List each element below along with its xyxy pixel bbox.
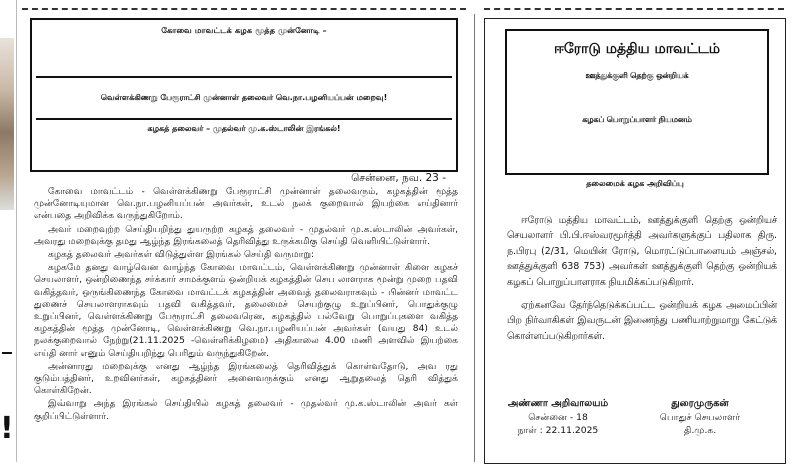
- article-paragraph: அன்னாரது மறைவுக்கு எனது ஆழ்ந்த இரங்கலைத் தெரிவித்துக் கொள்வதோடு, அவ ரது குடும்பத்தினர், உறவினர்கள், கழகத்தினர் அனைவருக்கும் எனது ஆறுதலைத் தெரி வித்துக் கொள்கிறேன்.: [34, 361, 458, 397]
- signature-signatory: [635, 397, 765, 438]
- kicker: கோவை மாவட்டக் கழக மூத்த முன்னோடி –: [161, 26, 327, 35]
- sub-headline: கழகத் தலைவர் – முதல்வர் மு.க.ஸ்டாலின் இரங்கல்!: [147, 124, 341, 133]
- notice-title-line-1: ஊத்துக்குளி தெற்கு ஒன்றியக்: [585, 71, 689, 80]
- exclamation-mark: !: [0, 411, 14, 446]
- signatory-name: துரைமுருகன்: [671, 398, 729, 409]
- column-divider: [474, 14, 475, 462]
- hq-notice-heading: தலைமைக் கழக அறிவிப்பு: [586, 179, 684, 188]
- article-body: [34, 186, 458, 462]
- top-dashed-rule: [22, 8, 466, 10]
- appointment-notice: [484, 18, 786, 464]
- signature-place-head: அண்ணா அறிவாலயம்: [507, 398, 609, 409]
- signatory-party: தி.மு.க.: [683, 425, 717, 437]
- main-headline: வெள்ளக்கிணறு பேரூராட்சி முன்னாள் தலைவர் வெ.நா.பழனியப்பன் மறைவு!: [36, 76, 452, 120]
- notice-title-box: [505, 29, 769, 175]
- notice-paragraph: ஈரோடு மத்திய மாவட்டம், ஊத்துக்குளி தெற்கு ஒன்றியச் செயலாளர் பி.பி.ஈஸ்வரமூர்த்தி அவர்களுக்குப் பதிலாக திரு. ந.பிரபு (2/31, மெயின் ரோடு, மொரட்டுப்பாளையம் அஞ்சல், ஊத்துக்குளி 638 753) அவர்கள் ஊத்துக்குளி தெற்கு ஒன்றியக் கழகப் பொறுப்பாளராக நியமிக்கப்படுகிறார்.: [507, 215, 777, 288]
- condolence-article: [20, 18, 468, 462]
- notice-title-line-2: கழகப் பொறுப்பாளர் நியமனம்: [582, 115, 692, 124]
- signature-place-date: [493, 397, 623, 438]
- top-dashed-rule: [484, 8, 784, 10]
- notice-body: [507, 213, 777, 352]
- adjacent-column-fragment: [0, 0, 17, 462]
- dash-mark: [2, 352, 12, 354]
- signature-place-city: சென்னை - 18: [528, 411, 588, 423]
- signature-date: நாள் : 22.11.2025: [517, 425, 599, 437]
- dateline: சென்னை, நவ. 23 -: [351, 172, 446, 184]
- article-paragraph: அவர் மறைவுற்ற செய்தியறிந்து துயருற்ற கழகத் தலைவர் - முதல்வர் மு.க.ஸ்டாலின் அவர்கள், அவரது மறைவுக்கு தமது ஆழ்ந்த இரங்கலைத் தெரிவித்து உருக்கமிகு செய்தி வெளியிட்டுள்ளார்.: [34, 224, 458, 247]
- district-name: ஈரோடு மத்திய மாவட்டம்: [554, 41, 720, 57]
- notice-paragraph: ஏற்கனவே தேர்ந்தெடுக்கப்பட்ட ஒன்றியக் கழக அமைப்பின் பிற நிர்வாகிகள் இவருடன் இணைந்து பணியாற்றுமாறு கேட்டுக் கொள்ளப்படுகிறார்கள்.: [507, 300, 777, 342]
- headline-box: [30, 18, 458, 172]
- signatory-title: பொதுச் செயலாளர்: [659, 411, 741, 423]
- article-paragraph: இவ்வாறு அந்த இரங்கல் செய்தியில் கழகத் தலைவர் - முதல்வர் மு.க.ஸ்டாலின் அவர் கள் குறிப்பிட்டுள்ளார்.: [34, 399, 458, 422]
- article-paragraph: கழகமே தனது வாழ்வென வாழ்ந்த கோவை மாவட்டம், வெள்ளக்கிணறு முன்னாள் கிளை கழகச் செயலாளர், ஒன்றிணைந்த சர்க்கார் சாமக்குளம் ஒன்றியக் கழகத்தின் செய லாளராக மூன்று முறை பதவி வகித்தவர், ஒருங்கிணைந்த கோவை மாவட்டக் கழகத்தின் அவைத் தலைவராகவும் - பின்னர் மாவட்ட துணைச் செயலாளராகவும் பதவி வகித்தவர், தலைமைச் செயற்குழு உறுப்பினர், பொதுக்குழு உறுப்பினர், வெள்ளக்கிணறு பேரூராட்சி தலைவரென, கழகத்தில் பல்வேறு பொறுப்புகளை வகித்த கழகத்தின் மூத்த முன்னோடி, வெள்ளக்கிணறு வெ.நா.பழனியப்பன் அவர்கள் (வயது 84) உடல் நலக்குறைவால் நேற்று(21.11.2025 -வெள்ளிக்கிழமை) அதிகாலை 4.00 மணி அளவில் இயற்கை எய்தி னார் எனும் செய்தியறிந்து பெரிதும் வருந்துகிறேன்.: [34, 263, 458, 359]
- article-paragraph: கோவை மாவட்டம் - வெள்ளக்கிணறு பேரூராட்சி முன்னாள் தலைவரும், கழகத்தின் மூத்த முன்னோடியுமான வெ.நா.பழனியப்பன் அவர்கள், உடல் நலக் குறைவால் இயற்கை எய்தினார் என்பதை அறிவிக்க வருந்துகிறோம்.: [34, 187, 458, 222]
- article-paragraph: கழகத் தலைவர் அவர்கள் விடுத்துள்ள இரங்கல் செய்தி வருமாறு:: [48, 250, 315, 261]
- cropped-photo: [0, 38, 14, 210]
